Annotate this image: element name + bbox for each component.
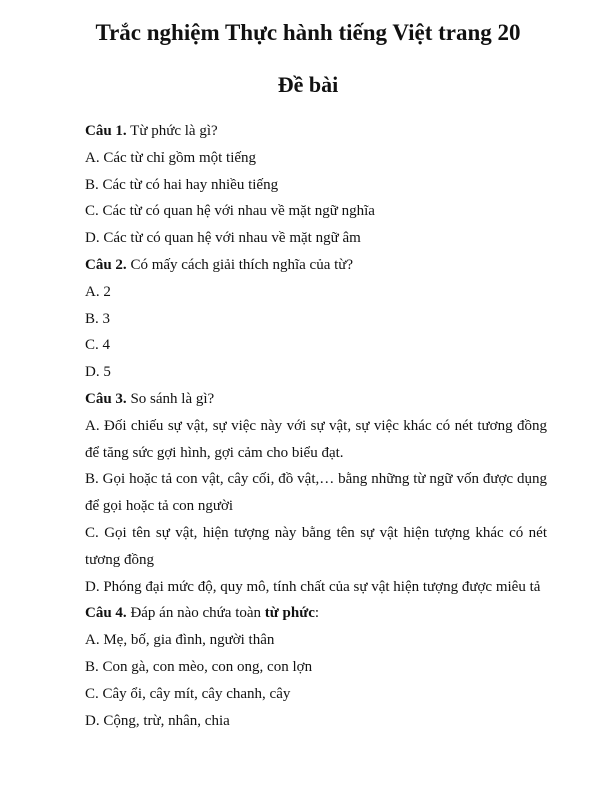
question-4-number: Câu 4. <box>85 605 127 622</box>
question-2-option-a: A. 2 <box>85 283 111 300</box>
question-1-prompt <box>85 118 547 145</box>
question-4-prompt <box>85 600 547 627</box>
question-3-option-b: B. Gọi hoặc tả con vật, cây cối, đồ vật,… bằng những từ ngữ vốn được dụng để gọi hoặc tả con người <box>85 471 547 515</box>
question-2-text: Có mấy cách giải thích nghĩa của từ? <box>126 256 354 273</box>
question-4 <box>85 600 547 734</box>
question-2-option-d: D. 5 <box>85 364 111 381</box>
question-2-option-c: C. 4 <box>85 337 111 354</box>
document-title: Trắc nghiệm Thực hành tiếng Việt trang 20 <box>95 20 521 45</box>
question-3-option-c: C. Gọi tên sự vật, hiện tượng này bằng tên sự vật hiện tượng khác có nét tương đồng <box>85 524 547 568</box>
question-4-option-d: D. Cộng, trừ, nhân, chia <box>85 712 230 729</box>
question-4-option-b: B. Con gà, con mèo, con ong, con lợn <box>85 658 313 675</box>
question-3-option-a: A. Đối chiếu sự vật, sự việc này với sự vật, sự việc khác có nét tương đồng để tăng sức gợi hình, gợi cảm cho biểu đạt. <box>85 417 547 461</box>
question-4-text-after: : <box>314 605 320 622</box>
question-1-option-a: A. Các từ chỉ gồm một tiếng <box>85 149 257 166</box>
question-3-number: Câu 3. <box>85 390 127 407</box>
question-2-prompt <box>85 252 547 279</box>
question-3 <box>85 386 547 600</box>
question-3-option-d: D. Phóng đại mức độ, quy mô, tính chất của sự vật hiện tượng được miêu tả <box>85 578 541 595</box>
question-3-text: So sánh là gì? <box>126 390 215 407</box>
question-2-option-b: B. 3 <box>85 310 111 327</box>
question-2 <box>85 252 547 386</box>
question-2-number: Câu 2. <box>85 256 127 273</box>
question-4-option-c: C. Cây ổi, cây mít, cây chanh, cây <box>85 685 291 702</box>
quiz-content <box>85 118 547 734</box>
question-1-text: Từ phức là gì? <box>126 123 218 139</box>
question-1-option-c: C. Các từ có quan hệ với nhau về mặt ngữ nghĩa <box>85 203 375 220</box>
question-3-prompt <box>85 386 547 413</box>
question-4-text-before: Đáp án nào chứa toàn <box>126 605 265 622</box>
question-4-option-a: A. Mẹ, bố, gia đình, người thân <box>85 632 275 649</box>
question-1-number: Câu 1. <box>85 123 127 139</box>
question-1 <box>85 118 547 252</box>
question-4-text-bold: từ phức <box>264 605 315 622</box>
question-1-option-d: D. Các từ có quan hệ với nhau về mặt ngữ âm <box>85 230 361 247</box>
document-subtitle: Đề bài <box>277 72 339 97</box>
question-1-option-b: B. Các từ có hai hay nhiều tiếng <box>85 176 279 193</box>
